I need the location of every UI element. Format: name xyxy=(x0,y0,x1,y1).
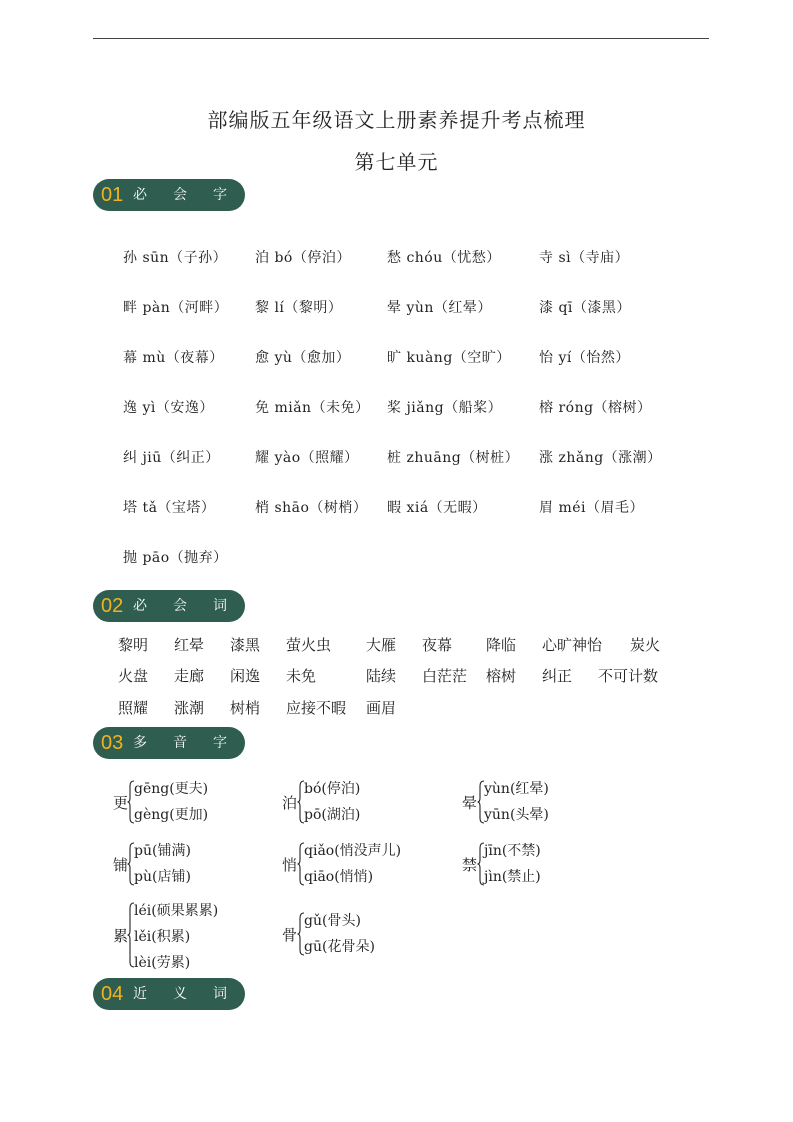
char-item: 漆 qī（漆黑） xyxy=(539,300,631,316)
polyphone-reading: pū(铺满) xyxy=(134,843,191,859)
word-item: 走廊 xyxy=(174,667,205,685)
word-item: 涨潮 xyxy=(174,699,205,717)
word-item: 不可计数 xyxy=(598,667,659,685)
section-number: 04 xyxy=(101,983,124,1005)
char-item: 孙 sūn（子孙） xyxy=(123,250,228,266)
char-item: 愈 yù（愈加） xyxy=(255,350,351,366)
polyphone-reading: pō(湖泊) xyxy=(304,807,361,823)
polyphone-char: 悄 xyxy=(282,856,298,874)
polyphone-reading: pù(店铺) xyxy=(134,869,191,885)
char-item: 畔 pàn（河畔） xyxy=(123,300,229,316)
char-item: 逸 yì（安逸） xyxy=(123,400,214,416)
word-item: 陆续 xyxy=(366,667,397,685)
char-item: 幕 mù（夜幕） xyxy=(123,350,224,366)
section-label: 近义词 xyxy=(133,986,253,1002)
word-item: 应接不暇 xyxy=(286,699,347,717)
char-item: 晕 yùn（红晕） xyxy=(387,300,492,316)
section-badge-synonyms xyxy=(93,978,253,1010)
char-item: 愁 chóu（忧愁） xyxy=(387,250,501,266)
polyphone-char: 铺 xyxy=(113,856,129,874)
polyphone-reading: qiǎo(悄没声儿) xyxy=(304,843,402,859)
word-item: 榕树 xyxy=(486,667,517,685)
section-label: 必会词 xyxy=(133,598,253,614)
word-item: 夜幕 xyxy=(422,636,453,654)
section-badge-polyphones xyxy=(93,727,253,759)
document-title: 部编版五年级语文上册素养提升考点梳理 xyxy=(207,108,586,132)
polyphone-reading: gū(花骨朵) xyxy=(304,939,375,955)
polyphone-char: 晕 xyxy=(462,794,478,812)
word-item: 火盘 xyxy=(118,667,149,685)
word-item: 心旷神怡 xyxy=(542,636,603,654)
polyphone-char: 骨 xyxy=(282,926,298,944)
section-label: 多音字 xyxy=(133,735,253,751)
char-item: 纠 jiū（纠正） xyxy=(123,450,220,466)
char-item: 耀 yào（照耀） xyxy=(255,450,359,466)
polyphone-char: 禁 xyxy=(462,856,478,874)
char-item: 眉 méi（眉毛） xyxy=(539,500,644,516)
polyphone-reading: qiāo(悄悄) xyxy=(304,869,374,885)
unit-title: 第七单元 xyxy=(354,150,439,174)
section-number: 03 xyxy=(101,732,124,754)
char-item: 暇 xiá（无暇） xyxy=(387,500,487,516)
char-item: 泊 bó（停泊） xyxy=(255,250,351,266)
polyphone-reading: yūn(头晕) xyxy=(484,807,549,823)
polyphone-char: 累 xyxy=(113,927,129,945)
char-item: 桩 zhuāng（树桩） xyxy=(387,450,520,466)
section-label: 必会字 xyxy=(133,187,253,203)
word-item: 闲逸 xyxy=(230,667,261,685)
word-item: 黎明 xyxy=(118,636,149,654)
word-item: 萤火虫 xyxy=(286,636,332,654)
word-item: 降临 xyxy=(486,636,517,654)
polyphone-reading: léi(硕果累累) xyxy=(134,903,219,919)
char-item: 寺 sì（寺庙） xyxy=(539,250,630,266)
char-item: 旷 kuàng（空旷） xyxy=(387,350,511,366)
section-number: 02 xyxy=(101,595,124,617)
word-item: 照耀 xyxy=(118,699,149,717)
section-badge-characters xyxy=(93,179,253,211)
char-item: 梢 shāo（树梢） xyxy=(255,500,368,516)
word-item: 大雁 xyxy=(366,636,397,654)
polyphone-reading: yùn(红晕) xyxy=(484,781,549,797)
polyphone-reading: gèng(更加) xyxy=(134,807,209,823)
polyphone-reading: lèi(劳累) xyxy=(134,955,191,971)
char-item: 桨 jiǎng（船桨） xyxy=(387,400,503,416)
word-item: 白茫茫 xyxy=(422,667,468,685)
word-item: 画眉 xyxy=(366,699,397,717)
polyphone-reading: gēng(更夫) xyxy=(134,781,209,797)
section-number: 01 xyxy=(101,184,124,206)
polyphone-reading: jīn(不禁) xyxy=(484,843,541,859)
polyphone-reading: gǔ(骨头) xyxy=(304,913,361,929)
word-item: 纠正 xyxy=(542,667,573,685)
char-item: 怡 yí（怡然） xyxy=(539,350,630,366)
word-item: 未免 xyxy=(286,667,317,685)
char-item: 塔 tǎ（宝塔） xyxy=(123,500,216,516)
header-rule xyxy=(93,38,709,39)
section-badge-words xyxy=(93,590,253,622)
polyphone-reading: bó(停泊) xyxy=(304,781,361,797)
char-item: 黎 lí（黎明） xyxy=(255,300,343,316)
char-item: 涨 zhǎng（涨潮） xyxy=(539,450,662,466)
polyphone-char: 更 xyxy=(113,794,129,812)
polyphone-char: 泊 xyxy=(282,794,298,812)
polyphone-reading: lěi(积累) xyxy=(134,929,191,945)
polyphone-reading: jìn(禁止) xyxy=(484,869,541,885)
char-item: 抛 pāo（抛弃） xyxy=(123,550,228,566)
word-item: 红晕 xyxy=(174,636,205,654)
char-item: 榕 róng（榕树） xyxy=(539,400,652,416)
word-item: 树梢 xyxy=(230,699,261,717)
word-item: 炭火 xyxy=(630,636,661,654)
char-item: 免 miǎn（未免） xyxy=(255,400,370,416)
word-item: 漆黑 xyxy=(230,636,261,654)
